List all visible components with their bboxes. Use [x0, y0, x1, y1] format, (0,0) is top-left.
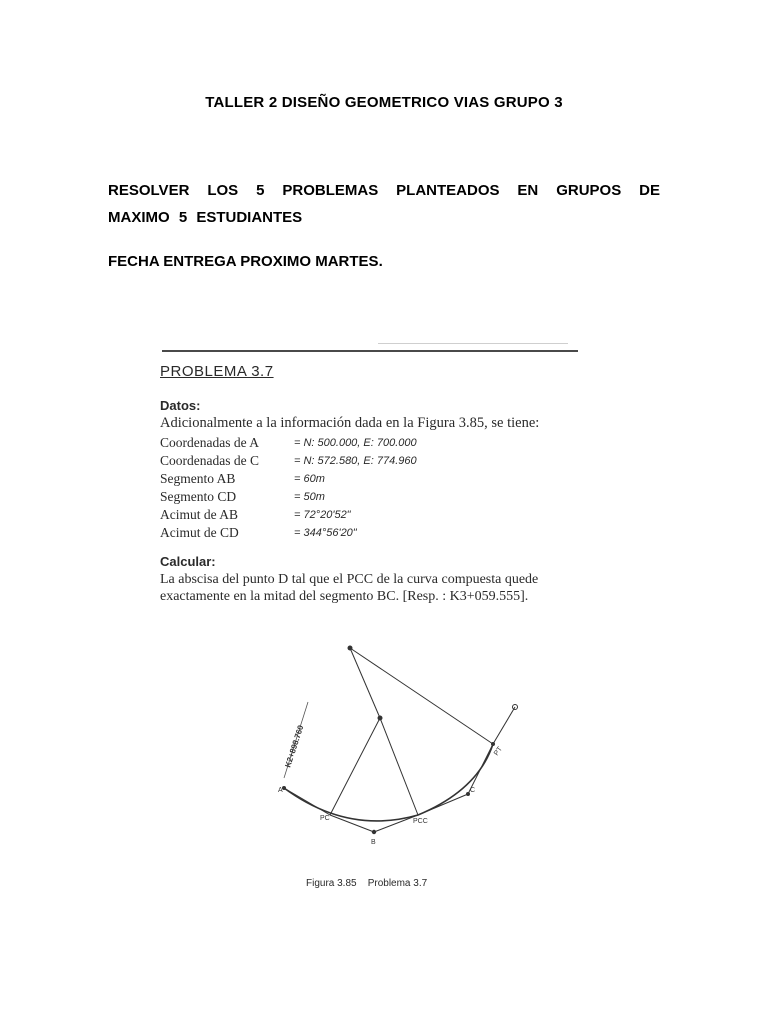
- data-label: Coordenadas de A: [160, 435, 259, 450]
- data-value: = N: 572.580, E: 774.960: [294, 455, 417, 467]
- page-title: TALLER 2 DISEÑO GEOMETRICO VIAS GRUPO 3: [205, 94, 563, 111]
- instruction-due-date: FECHA ENTREGA PROXIMO MARTES.: [108, 253, 383, 270]
- point-pt: [491, 742, 495, 746]
- label-b: B: [371, 839, 376, 846]
- data-value: = 60m: [294, 473, 325, 485]
- scanned-problem: [148, 330, 588, 910]
- vertex-point: [348, 646, 353, 651]
- data-label: Coordenadas de C: [160, 453, 259, 468]
- center-point: [378, 716, 383, 721]
- label-c: C: [470, 787, 476, 794]
- point-b: [372, 830, 376, 834]
- tangent-line: [350, 648, 493, 744]
- problem-heading: PROBLEMA 3.7: [160, 363, 274, 380]
- divider: [162, 350, 578, 352]
- tangent-line: [493, 707, 515, 744]
- faint-divider: [378, 343, 568, 344]
- data-label: Acimut de CD: [160, 525, 239, 540]
- curve-diagram: [148, 630, 588, 880]
- radius-line: [380, 718, 418, 815]
- figure-caption: Figura 3.85 Problema 3.7: [306, 878, 428, 889]
- station-label: K2+898.760: [283, 724, 306, 769]
- datos-label: Datos:: [160, 398, 201, 413]
- datos-intro: Adicionalmente a la información dada en la Figura 3.85, se tiene:: [160, 415, 540, 431]
- calcular-label: Calcular:: [160, 554, 216, 569]
- label-pc: PC: [320, 815, 330, 822]
- radius-line: [330, 718, 380, 815]
- data-value: = 72°20'52": [294, 509, 351, 521]
- data-value: = 344°56'20": [294, 527, 357, 539]
- instruction-groups: RESOLVER LOS 5 PROBLEMAS PLANTEADOS EN GRUPOS DE MAXIMO 5 ESTUDIANTES: [108, 182, 660, 226]
- label-a: A: [278, 787, 283, 794]
- data-label: Segmento CD: [160, 489, 237, 504]
- tangent-line: [330, 815, 374, 832]
- calcular-text: La abscisa del punto D tal que el PCC de la curva compuesta quede exactamente en la mitad del segmento BC. [Resp. : K3+059.555].: [160, 572, 539, 604]
- label-pcc: PCC: [413, 818, 428, 825]
- data-label: Segmento AB: [160, 471, 236, 486]
- compound-curve: [284, 744, 493, 821]
- data-label: Acimut de AB: [160, 507, 238, 522]
- label-pt: PT: [493, 745, 504, 758]
- data-value: = N: 500.000, E: 700.000: [294, 437, 417, 449]
- data-value: = 50m: [294, 491, 325, 503]
